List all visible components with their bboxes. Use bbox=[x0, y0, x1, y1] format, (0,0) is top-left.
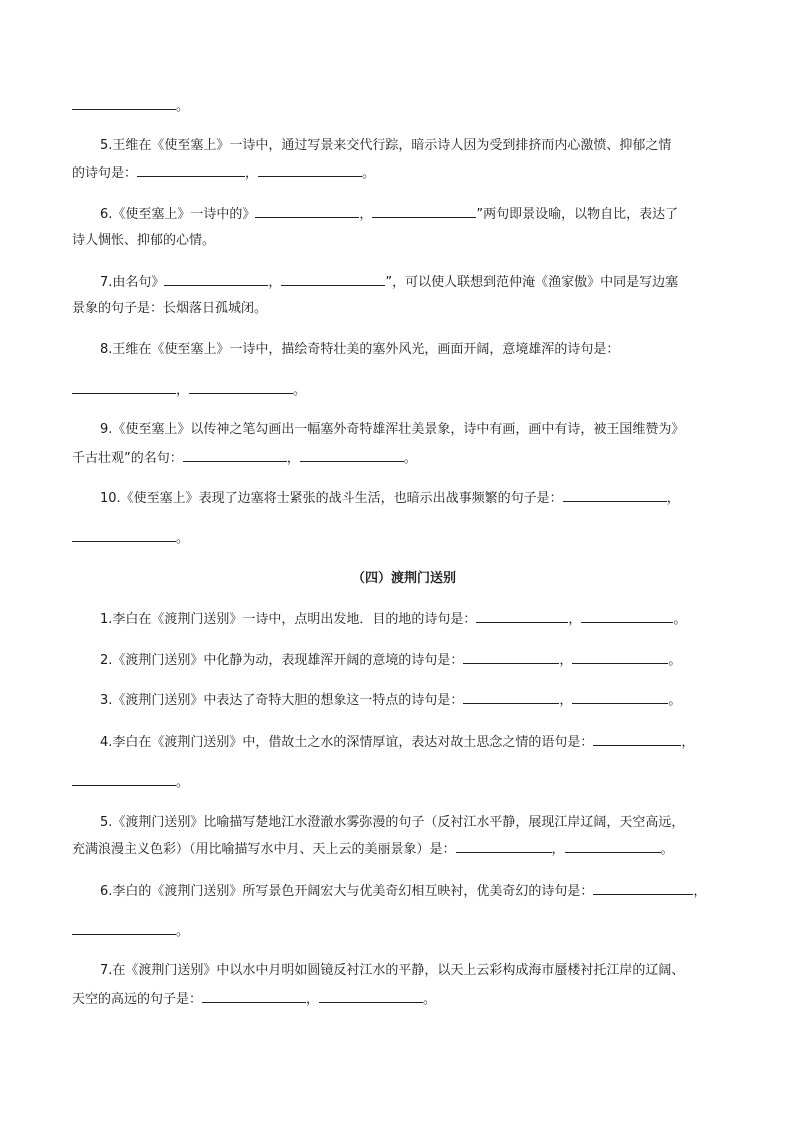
s4-q4-line2: 。 bbox=[72, 772, 189, 793]
answer-blank[interactable] bbox=[572, 650, 668, 664]
s4-q7-line1: 7.在《渡荆门送别》中以水中月明如圆镜反衬江水的平静，以天上云彩构成海市蜃楼衬托江岸的辽阔、 bbox=[100, 963, 685, 978]
s3-q9-line2: 千古壮观”的名句： ， 。 bbox=[72, 448, 417, 469]
s4-q3: 3.《渡荆门送别》中表达了奇特大胆的想象这一特点的诗句是： ， 。 bbox=[100, 690, 681, 711]
s4-q4-line1: 4.李白在《渡荆门送别》中，借故土之水的深情厚谊，表达对故土思念之情的语句是： ， bbox=[100, 732, 694, 753]
answer-blank[interactable] bbox=[72, 772, 176, 786]
answer-blank[interactable] bbox=[456, 839, 552, 853]
s3-q5-line2: 的诗句是： ， 。 bbox=[72, 163, 375, 184]
s4-q2: 2.《渡荆门送别》中化静为动，表现雄浑开阔的意境的诗句是： ， 。 bbox=[100, 650, 681, 671]
s4-q6-line2: 。 bbox=[72, 921, 189, 942]
answer-blank[interactable] bbox=[258, 163, 362, 177]
answer-blank[interactable] bbox=[463, 650, 559, 664]
s3-q5-line1: 5.王维在《使至塞上》一诗中，通过写景来交代行踪，暗示诗人因为受到排挤而内心激愤、抑郁之情 bbox=[100, 138, 672, 153]
answer-blank[interactable] bbox=[572, 690, 668, 704]
answer-blank[interactable] bbox=[300, 448, 404, 462]
s3-q7-line2: 景象的句子是：长烟落日孤城闭。 bbox=[72, 301, 268, 316]
section-heading: （四）渡荆门送别 bbox=[352, 571, 457, 586]
s3-q9-line1: 9.《使至塞上》以传神之笔勾画出一幅塞外奇特雄浑壮美景象，诗中有画，画中有诗，被王国维赞为》 bbox=[100, 422, 685, 437]
answer-blank[interactable] bbox=[476, 609, 568, 623]
s4-q5-line2: 充满浪漫主义色彩）（用比喻描写水中月、天上云的美丽景象）是： ， 。 bbox=[72, 839, 674, 860]
answer-blank[interactable] bbox=[183, 448, 287, 462]
answer-blank[interactable] bbox=[189, 380, 293, 394]
s4-q5-line1: 5.《渡荆门送别》比喻描写楚地江水澄澈水雾弥漫的句子（反衬江水平静，展现江岸辽阔，天空高远， bbox=[100, 815, 685, 830]
s3-q10-line2: 。 bbox=[72, 528, 189, 549]
answer-blank[interactable] bbox=[72, 380, 176, 394]
s3-q7-line1: 7.由名句》 ， ”，可以使人联想到范仲淹《渔家傲》中同是写边塞 bbox=[100, 272, 678, 293]
answer-blank[interactable] bbox=[372, 204, 476, 218]
answer-blank[interactable] bbox=[565, 839, 661, 853]
answer-blank[interactable] bbox=[255, 204, 359, 218]
answer-blank[interactable] bbox=[72, 96, 176, 110]
s3-q8-line2: ， 。 bbox=[72, 380, 306, 401]
answer-blank[interactable] bbox=[319, 989, 423, 1003]
answer-blank[interactable] bbox=[72, 528, 176, 542]
s3-q10-line1: 10.《使至塞上》表现了边塞将士紧张的战斗生活，也暗示出战事频繁的句子是： ， bbox=[100, 488, 680, 509]
answer-blank[interactable] bbox=[581, 609, 673, 623]
answer-blank[interactable] bbox=[563, 488, 667, 502]
prev-question-tail: 。 bbox=[72, 96, 189, 117]
answer-blank[interactable] bbox=[593, 881, 693, 895]
answer-blank[interactable] bbox=[164, 272, 268, 286]
s3-q6-line1: 6.《使至塞上》一诗中的》 ， ”两句即景设喻，以物自比，表达了 bbox=[100, 204, 678, 225]
answer-blank[interactable] bbox=[72, 921, 176, 935]
answer-blank[interactable] bbox=[593, 732, 681, 746]
s4-q6-line1: 6.李白的《渡荆门送别》所写景色开阔宏大与优美奇幻相互映衬，优美奇幻的诗句是： ， bbox=[100, 881, 706, 902]
answer-blank[interactable] bbox=[202, 989, 306, 1003]
s4-q1: 1.李白在《渡荆门送别》一诗中，点明出发地．目的地的诗句是： ， 。 bbox=[100, 609, 686, 630]
s3-q6-line2: 诗人惆怅、抑郁的心情。 bbox=[72, 233, 216, 248]
s3-q8-line1: 8.王维在《使至塞上》一诗中，描绘奇特壮美的塞外风光，画面开阔，意境雄浑的诗句是： bbox=[100, 342, 620, 357]
s4-q7-line2: 天空的高远的句子是： ， 。 bbox=[72, 989, 436, 1010]
answer-blank[interactable] bbox=[137, 163, 245, 177]
answer-blank[interactable] bbox=[463, 690, 559, 704]
answer-blank[interactable] bbox=[281, 272, 385, 286]
